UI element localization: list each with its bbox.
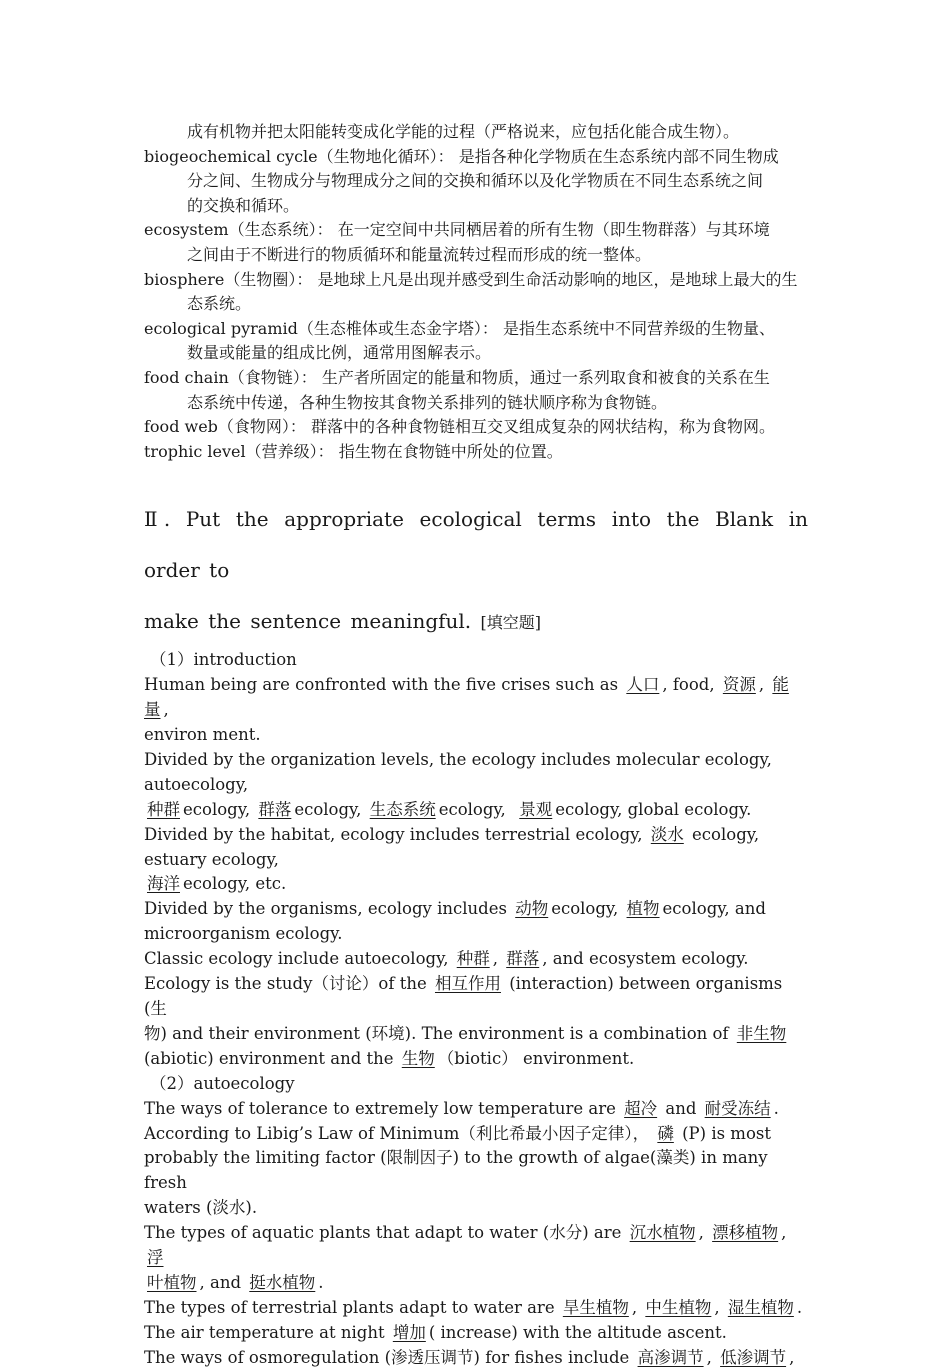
sentence-continuation: 叶植物 , and 挺水植物 . [144,1271,808,1296]
definition-entry [144,145,808,219]
definition-entry [144,218,808,267]
definition-entry [144,366,808,415]
sentence: Human being are confronted with the five crises such as 人口 , food, 资源 , 能量 , [144,675,789,720]
sentence-continuation: microorganism ecology. [144,924,343,944]
sentence: The types of aquatic plants that adapt to water (水分) are 沉水植物 , 漂移植物 , 浮 [144,1223,787,1268]
subsection-label-introduction: （1）introduction [150,650,297,670]
sentence-continuation: estuary ecology, [144,849,279,869]
definition-continuation: 的交换和循环。 [187,195,300,215]
definition-text: 指生物在食物链中所处的位置。 [338,441,563,461]
definition-continuation: 分之间、生物成分与物理成分之间的交换和循环以及化学物质在不同生态系统之间 [187,171,764,191]
heading-line-1: Ⅱ. Put the appropriate ecological terms into the Blank in order to [144,507,808,583]
answer-blank[interactable]: 人口 [626,675,660,695]
definition-term: biogeochemical cycle（生物地化循环）： [144,146,454,166]
definition-line [144,317,808,342]
answer-blank[interactable]: 景观 [519,799,553,819]
definition-entry [144,440,808,465]
sentence: The air temperature at night 增加 ( increase) with the altitude ascent. [144,1322,727,1342]
answer-blank[interactable]: 海洋 [147,874,180,894]
definition-line [144,440,808,465]
definition-text: 是指生态系统中不同营养级的生物量、 [502,318,775,338]
sentence-continuation: 物) and their environment (环境). The environment is a combination of 非生物 [144,1022,808,1047]
answer-blank[interactable]: 群落 [258,799,292,819]
sentence: According to Libig’s Law of Minimum（利比希最小因子定律）， 磷 (P) is most [144,1123,771,1143]
answer-blank[interactable]: 低渗调节 [720,1347,787,1367]
definition-continuation: 数量或能量的组成比例，通常用图解表示。 [187,343,492,363]
subsection-label-autoecology: （2）autoecology [150,1073,295,1093]
answer-blank[interactable]: 生态系统 [369,799,436,819]
definition-line [144,366,808,391]
answer-blank[interactable]: 耐受冻结 [704,1098,771,1118]
answer-blank[interactable]: 中生植物 [645,1297,712,1317]
answer-blank[interactable]: 挺水植物 [249,1272,316,1292]
sentence: Divided by the habitat, ecology includes terrestrial ecology, 淡水 ecology, [144,824,760,844]
answer-blank[interactable]: 磷 [657,1123,674,1143]
sentence-continuation: waters (淡水). [144,1198,258,1218]
definition-text: 是指各种化学物质在生态系统内部不同生物成 [458,146,779,166]
sentence-continuation: (abiotic) environment and the 生物 （biotic） environment. [144,1048,635,1068]
sentence-continuation: 海洋 ecology, etc. [144,872,808,897]
definition-continuation: 态系统中传递，各种生物按其食物关系排列的链状顺序称为食物链。 [187,392,668,412]
definition-text: 生产者所固定的能量和物质，通过一系列取食和被食的关系在生 [321,367,770,387]
definition-continuation: 之间由于不断进行的物质循环和能量流转过程而形成的统一整体。 [187,244,652,264]
definition-term: trophic level（营养级）： [144,441,334,461]
definition-continuation: 成有机物并把太阳能转变成化学能的过程（严格说来，应包括化能合成生物）。 [187,122,740,141]
answer-blank[interactable]: 超冷 [624,1098,658,1118]
answer-blank[interactable]: 漂移植物 [712,1223,779,1243]
answer-blank[interactable]: 动物 [515,899,549,919]
question-type-tag: [填空题] [480,613,542,633]
heading-line-2: make the sentence meaningful. [填空题] [144,609,542,634]
definition-term: food web（食物网）： [144,417,306,437]
sentence: The ways of tolerance to extremely low temperature are 超冷 and 耐受冻结 . [144,1098,779,1118]
answer-blank[interactable]: 相互作用 [434,974,501,994]
answer-blank[interactable]: 浮 [147,1248,164,1268]
definition-term: ecosystem（生态系统）： [144,220,333,240]
sentence-continuation: 种群 ecology, 群落 ecology, 生态系统 ecology, 景观 ecology, global ecology. [144,798,808,823]
sentence-continuation: autoecology, [144,774,249,794]
sentence: Ecology is the study（讨论）of the 相互作用 (interaction) between organisms (生 [144,974,783,1018]
definition-line [144,415,808,440]
definition-text: 群落中的各种食物链相互交叉组成复杂的网状结构，称为食物网。 [311,417,776,437]
definition-entry [144,317,808,366]
definition-line [144,218,808,243]
exercise-body [144,648,808,1370]
answer-blank[interactable]: 旱生植物 [562,1297,629,1317]
answer-blank[interactable]: 叶植物 [147,1272,197,1292]
answer-blank[interactable]: 群落 [506,949,540,969]
answer-blank[interactable]: 淡水 [650,824,684,844]
answer-blank[interactable]: 非生物 [736,1023,787,1043]
answer-blank[interactable]: 增加 [392,1322,426,1342]
sentence: The types of terrestrial plants adapt to water are 旱生植物 , 中生植物 , 湿生植物 . [144,1297,803,1317]
answer-blank[interactable]: 植物 [626,899,660,919]
answer-blank[interactable]: 生物 [401,1048,435,1068]
answer-blank[interactable]: 资源 [722,675,756,695]
document-page [144,120,808,1371]
definition-text: 在一定空间中共同栖居着的所有生物（即生物群落）与其环境 [337,220,770,240]
definition-list [144,145,808,465]
section-heading [144,494,808,648]
definition-line [144,268,808,293]
answer-blank[interactable]: 高渗调节 [637,1347,704,1367]
sentence: Divided by the organisms, ecology includes 动物 ecology, 植物 ecology, and [144,899,766,919]
answer-blank[interactable]: 湿生植物 [727,1297,794,1317]
answer-blank[interactable]: 种群 [456,949,490,969]
definition-term: biosphere（生物圈）： [144,269,313,289]
definition-text: 是地球上凡是出现并感受到生命活动影响的地区，是地球上最大的生 [317,269,798,289]
answer-blank[interactable]: 种群 [147,799,180,819]
definition-entry [144,268,808,317]
answer-blank[interactable]: 沉水植物 [629,1223,696,1243]
sentence-continuation: probably the limiting factor (限制因子) to the growth of algae(藻类) in many fresh [144,1148,768,1193]
sentence: Classic ecology include autoecology, 种群 , 群落 , and ecosystem ecology. [144,949,749,969]
definition-line [144,145,808,170]
definition-continuation: 态系统。 [187,294,252,314]
answer-blank[interactable]: 能量 [144,675,789,720]
definition-term: food chain（食物链）： [144,367,317,387]
definition-term: ecological pyramid（生态椎体或生态金字塔）： [144,318,498,338]
sentence: The ways of osmoregulation (渗透压调节) for fishes include 高渗调节 , 低渗调节 , [144,1347,795,1367]
definition-entry [144,415,808,440]
sentence-continuation: environ ment. [144,725,261,745]
sentence: Divided by the organization levels, the ecology includes molecular ecology, [144,749,772,769]
